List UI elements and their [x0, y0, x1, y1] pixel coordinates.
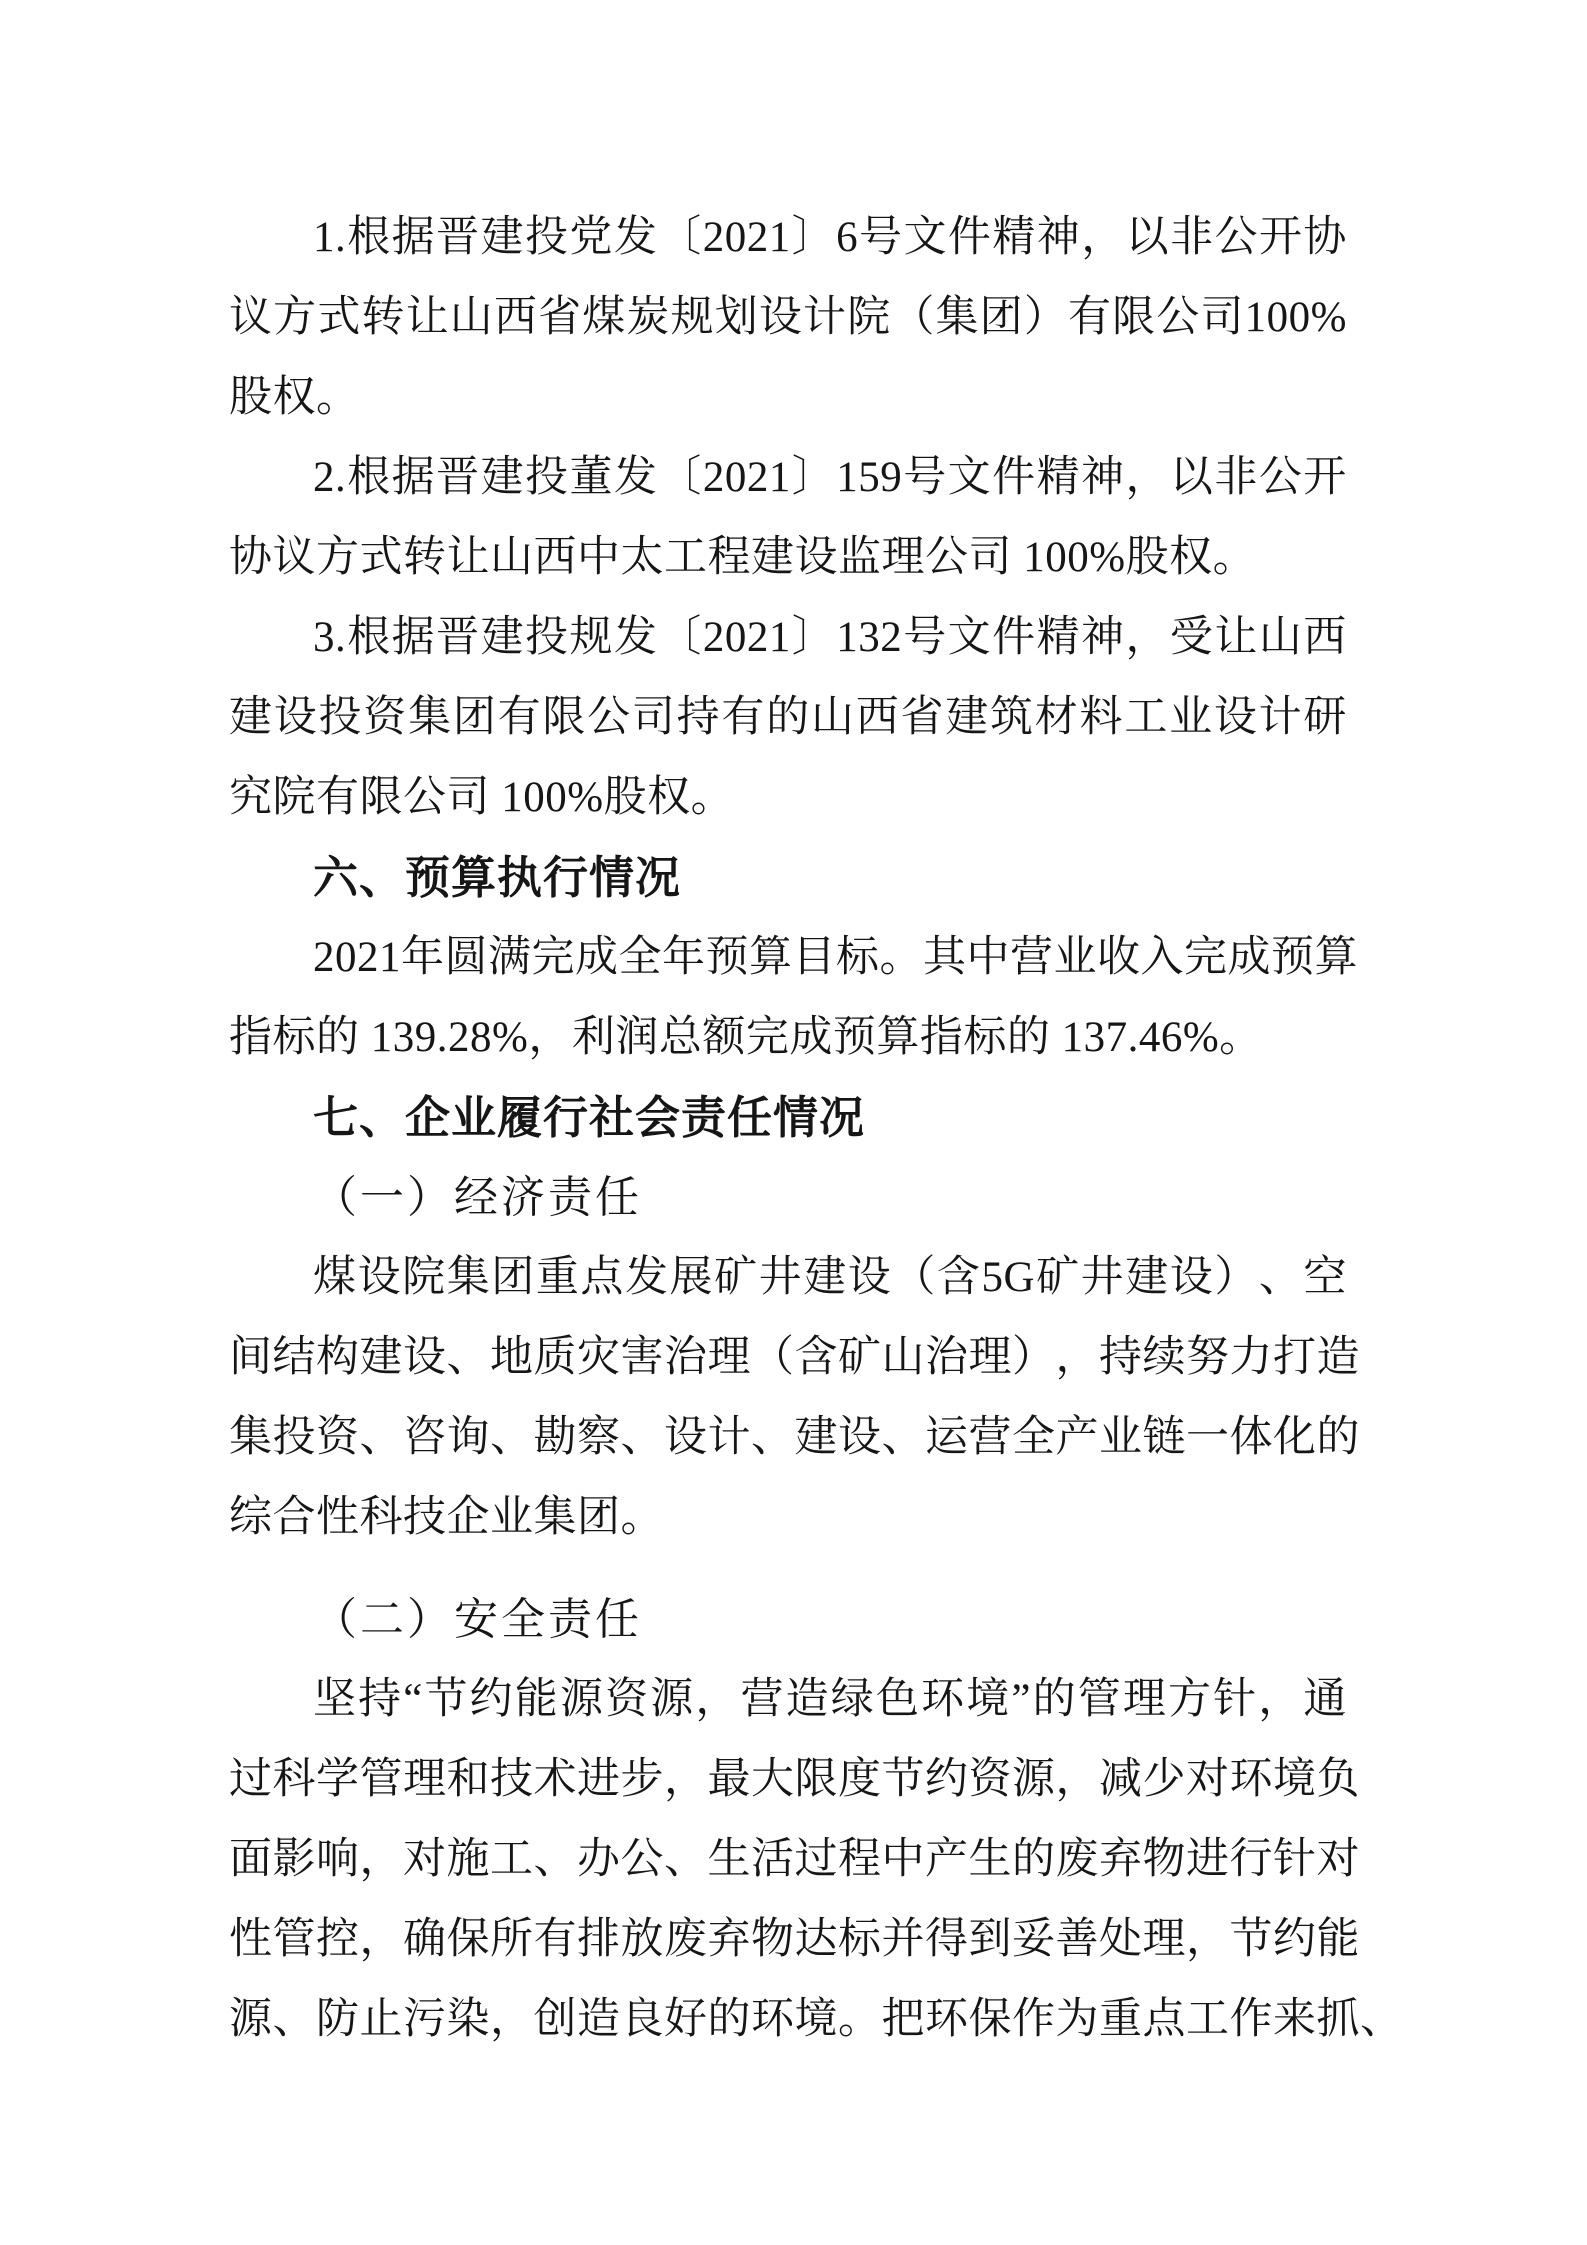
para-equity-transfer-2 [229, 438, 1347, 598]
text-line: （一）经济责任 [313, 1173, 642, 1222]
text-line: 间 结 构 建 设 、 地 质 灾 害 治 理 （ 含 矿 山 治 理 ） ， 持 续 努 力 打 造 [229, 1334, 1360, 1381]
para-safety-responsibility [229, 1660, 1404, 2060]
text-line: 集 投 资 、 咨 询 、 勘 察 、 设 计 、 建 设 、 运 营 全 产 业 链 一 体 化 的 [229, 1414, 1360, 1461]
text-line: 七、企业履行社会责任情况 [313, 1092, 866, 1143]
subheading-safety-responsibility [229, 1580, 1347, 1660]
text-line: 议 方 式 转 让 山 西 省 煤 炭 规 划 设 计 院 （ 集 团 ） 有 限 公 司 100% [229, 294, 1347, 341]
para-equity-transfer-1 [229, 198, 1347, 438]
text-line: 1. 根 据 晋 建 投 党 发 〔 2021 〕 6 号 文 件 精 神 ， 以 非 公 开 协 [313, 214, 1347, 261]
text-line: 六、预算执行情况 [313, 852, 682, 903]
heading-budget-execution [229, 838, 1347, 918]
text-line: （二）安全责任 [313, 1595, 642, 1644]
para-budget-results [229, 918, 1358, 1078]
text-line: 指标的 139.28%，利润总额完成预算指标的 137.46%。 [229, 1014, 1263, 1061]
text-line: 建 设 投 资 集 团 有 限 公 司 持 有 的 山 西 省 建 筑 材 料 工 业 设 计 研 [229, 694, 1347, 741]
text-line: 综合性科技企业集团。 [229, 1494, 664, 1541]
document-content [229, 198, 1404, 2060]
heading-social-responsibility [229, 1078, 1347, 1158]
text-line: 2. 根 据 晋 建 投 董 发 〔 2021 〕 159 号 文 件 精 神 ， 以 非 公 开 [313, 454, 1347, 501]
text-line: 面 影 响 ， 对 施 工 、 办 公 、 生 活 过 程 中 产 生 的 废 弃 物 进 行 针 对 [229, 1836, 1360, 1883]
text-line: 坚 持 “ 节 约 能 源 资 源 ， 营 造 绿 色 环 境 ” 的 管 理 方 针 ， 通 [313, 1676, 1347, 1723]
para-equity-transfer-3 [229, 598, 1347, 838]
subheading-economic-responsibility [229, 1158, 1347, 1238]
text-line: 2021 年 圆 满 完 成 全 年 预 算 目 标 。 其 中 营 业 收 入 完 成 预 算 [313, 934, 1358, 981]
text-line: 股权。 [229, 374, 360, 421]
text-line: 过 科 学 管 理 和 技 术 进 步 ， 最 大 限 度 节 约 资 源 ， 减 少 对 环 境 负 [229, 1756, 1360, 1803]
text-line: 究院有限公司 100%股权。 [229, 774, 735, 821]
text-line: 3. 根 据 晋 建 投 规 发 〔 2021 〕 132 号 文 件 精 神 ， 受 让 山 西 [313, 614, 1347, 661]
text-line: 性 管 控 ， 确 保 所 有 排 放 废 弃 物 达 标 并 得 到 妥 善 处 理 ， 节 约 能 [229, 1916, 1360, 1963]
text-line: 协议方式转让山西中太工程建设监理公司 100%股权。 [229, 534, 1257, 581]
text-line: 源 、 防 止 污 染 ， 创 造 良 好 的 环 境 。 把 环 保 作 为 重 点 工 作 来 抓 、 [229, 1996, 1404, 2043]
text-line: 煤 设 院 集 团 重 点 发 展 矿 井 建 设 （ 含 5G 矿 井 建 设 ） 、 空 [313, 1254, 1347, 1301]
para-economic-responsibility [229, 1238, 1360, 1558]
